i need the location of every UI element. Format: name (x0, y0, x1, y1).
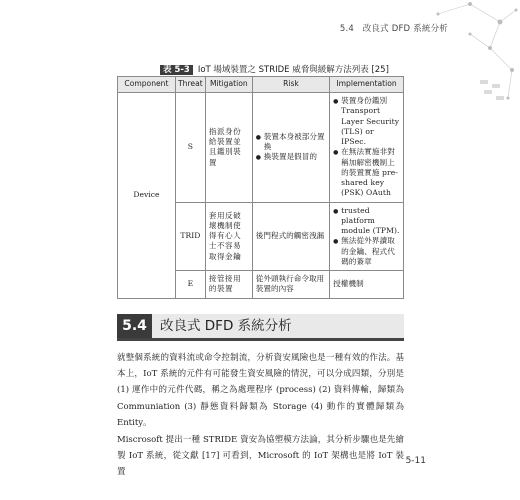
risk-point: ● 裝置本身被部分置換 (256, 132, 326, 153)
header-component: Component (118, 77, 176, 93)
header-mitigation: Mitigation (205, 77, 252, 93)
body-paragraph: 就整個系統的資料流或命令控制流，分析資安風險也是一種有效的作法。基本上，IoT 系統的元件有可能發生資安風險的情況，可以分成四類，分別是 (1) 運作中的元件代碼，稱之為處理程序 (process) (2) 資料傳輸，歸類為 Communiation (3) 靜態資料歸類為 Storage (4) 動作的實體歸類為 Entity。 (117, 353, 404, 428)
risk-cell: 從外頭執行命令取用裝置的內容 (252, 271, 329, 299)
implementation-cell: 授權機制 (330, 271, 404, 299)
header-risk: Risk (252, 77, 329, 93)
risk-point: ● 換裝置是假冒的 (256, 152, 326, 162)
implementation-point: ● 在無法實施非對稱加解密機制上的裝置實施 pre-shared key (PSK) OAuth (333, 147, 400, 198)
implementation-point: ● trusted platform module (TPM). (333, 206, 400, 237)
threat-cell: S (175, 93, 205, 203)
mitigation-cell: 接管接用的裝置 (205, 271, 252, 299)
section-title: 改良式 DFD 系統分析 (160, 318, 292, 334)
implementation-point: ● 無法從外界讀取的金鑰、程式代碼的簽章 (333, 236, 400, 267)
threat-cell: TRID (175, 202, 205, 271)
implementation-cell (330, 93, 404, 203)
stride-table (117, 76, 404, 299)
section-heading (117, 314, 404, 341)
threat-cell: E (175, 271, 205, 299)
implementation-point: ● 裝置身份鑑別 Transport Layer Security (TLS) or IPSec. (333, 96, 400, 147)
table-header-row (118, 77, 404, 93)
header-implementation: Implementation (330, 77, 404, 93)
table-caption (160, 63, 389, 75)
section-number: 5.4 (117, 314, 152, 338)
mitigation-cell: 指派身份給裝置並且鑑別裝置 (205, 93, 252, 203)
running-head: 5.4 改良式 DFD 系統分析 (339, 24, 448, 34)
mitigation-cell: 套用反破壞機制使得有心人士不容易取得金鑰 (205, 202, 252, 271)
page-number: 5-11 (405, 456, 426, 466)
body-paragraph: Miscrosoft 提出一種 STRIDE 資安為協塑模方法論，其分析步驟也是先繪製 IoT 系統，從文獻 [17] 可看到，Microsoft 的 IoT 架構也是將 IoT 裝置 (117, 435, 404, 478)
table-caption-text: IoT 場域裝置之 STRIDE 威脅與緩解方法列表 [25] (197, 65, 389, 75)
table-number-tag: 表 5-3 (160, 65, 193, 75)
component-cell: Device (118, 93, 176, 299)
risk-cell: 後門程式的觸密洩漏 (252, 202, 329, 271)
implementation-cell (330, 202, 404, 271)
header-threat: Threat (175, 77, 205, 93)
table-row (118, 93, 404, 203)
risk-cell (252, 93, 329, 203)
